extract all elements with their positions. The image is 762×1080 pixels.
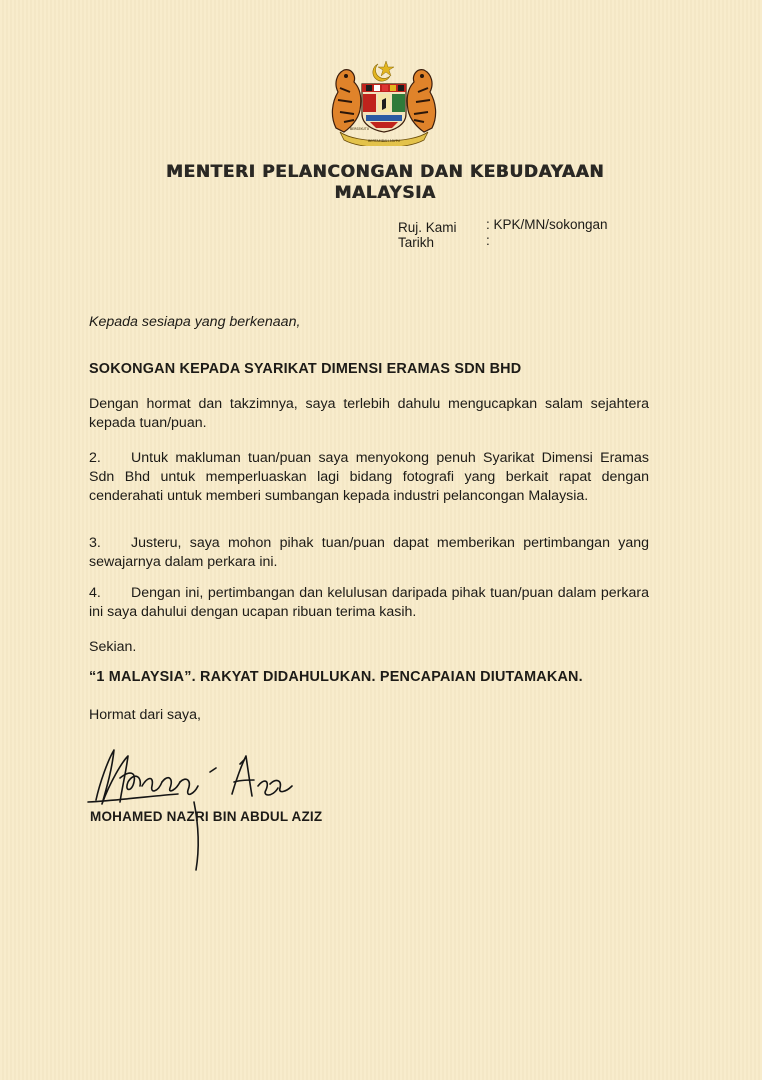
signature-text: Nazri Aziz bbox=[82, 872, 87, 873]
motto-left-text: BERSEKUTU bbox=[350, 127, 370, 131]
ministry-title-line1: MENTERI PELANCONGAN DAN KEBUDAYAAN bbox=[165, 162, 605, 182]
paragraph-4 bbox=[89, 584, 649, 622]
paragraph-2-text: Untuk makluman tuan/puan saya menyokong penuh Syarikat Dimensi Eramas Sdn Bhd untuk memperluaskan lagi bidang fotografi yang berkait rapat dengan cenderahati untuk memberi sumbangan kepada industri pelancongan Malaysia. bbox=[89, 450, 649, 504]
salutation: Kepada sesiapa yang berkenaan, bbox=[89, 314, 301, 330]
paragraph-2-number: 2. bbox=[89, 450, 101, 466]
ruj-label: Ruj. Kami bbox=[398, 220, 457, 235]
paragraph-4-number: 4. bbox=[89, 585, 101, 601]
ministry-title-line2: MALAYSIA bbox=[334, 183, 436, 203]
closing: Sekian. bbox=[89, 639, 137, 655]
opening-paragraph: Dengan hormat dan takzimnya, saya terlebih dahulu mengucapkan salam sejahtera kepada tuan/puan. bbox=[89, 396, 649, 431]
paragraph-4-text: Dengan ini, pertimbangan dan kelulusan daripada pihak tuan/puan dalam perkara ini saya dahului dengan ucapan ribuan terima kasih. bbox=[89, 585, 649, 620]
paragraph-3-number: 3. bbox=[89, 535, 101, 551]
paragraph-2 bbox=[89, 449, 649, 506]
regards: Hormat dari saya, bbox=[89, 707, 201, 723]
coat-of-arms-icon bbox=[326, 58, 442, 146]
paragraph-3-text: Justeru, saya mohon pihak tuan/puan dapat memberikan pertimbangan yang sewajarnya dalam perkara ini. bbox=[89, 535, 649, 570]
motto-text: BERTAMBAH MUTU bbox=[368, 139, 400, 143]
signature-icon bbox=[82, 742, 302, 874]
signatory-name: MOHAMED NAZRI BIN ABDUL AZIZ bbox=[90, 809, 323, 824]
tarikh-label: Tarikh bbox=[398, 235, 435, 250]
paragraph-3 bbox=[89, 534, 649, 572]
tarikh-value: : bbox=[486, 233, 490, 248]
subject-line: SOKONGAN KEPADA SYARIKAT DIMENSI ERAMAS SDN BHD bbox=[89, 361, 522, 377]
ruj-value: : KPK/MN/sokongan bbox=[486, 217, 608, 232]
slogan: “1 MALAYSIA”. RAKYAT DIDAHULUKAN. PENCAPAIAN DIUTAMAKAN. bbox=[89, 669, 583, 685]
